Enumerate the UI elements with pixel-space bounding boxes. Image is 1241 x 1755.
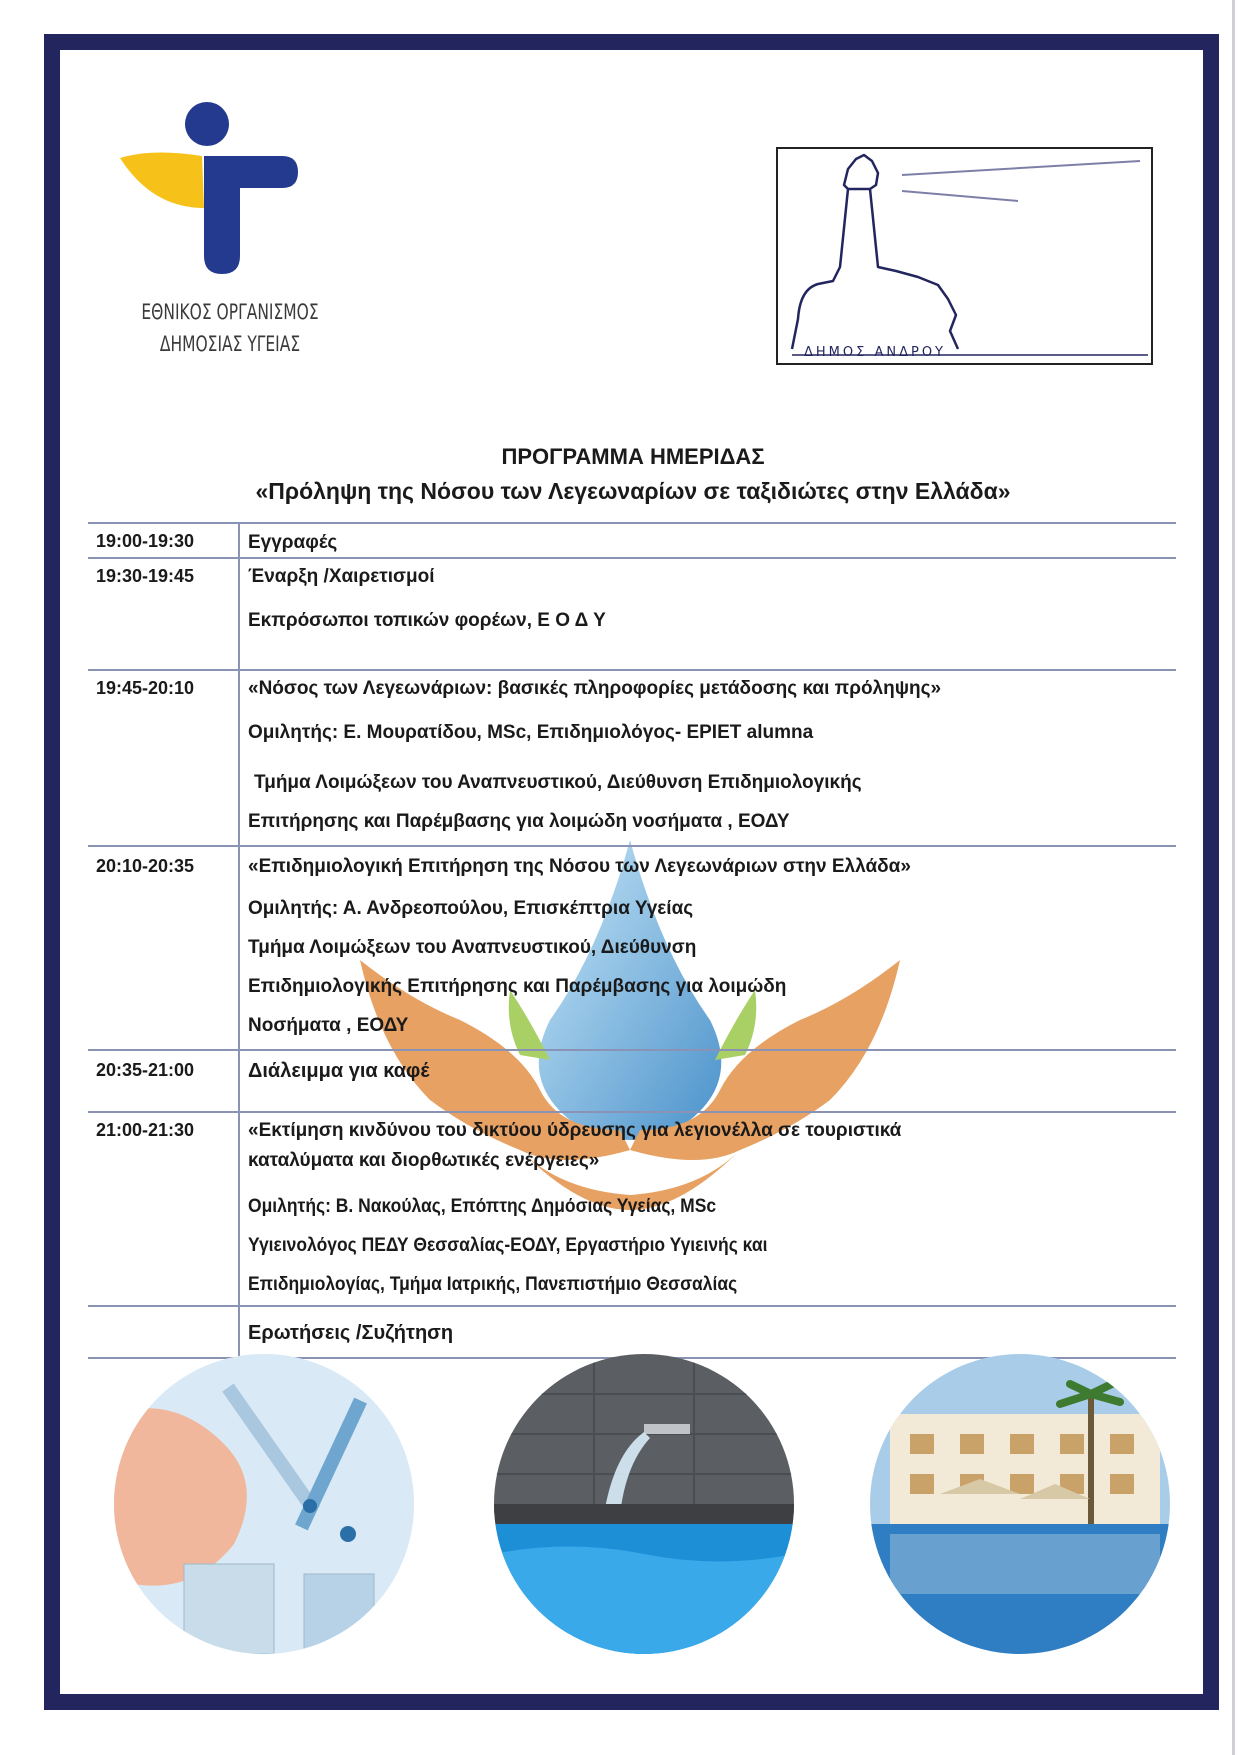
agenda-item: «Επιδημιολογική Επιτήρηση της Νόσου των Λεγεωνάριων στην Ελλάδα» [248,856,911,877]
table-rule [88,1111,1176,1113]
agenda-item: «Νόσος των Λεγεωνάριων: βασικές πληροφορίες μετάδοσης και πρόληψης» [248,678,942,699]
program-title: ΠΡΟΓΡΑΜΜΑ ΗΜΕΡΙΔΑΣ [501,444,765,469]
agenda-detail: Ομιλητής: Α. Ανδρεοπούλου, Επισκέπτρια Υγείας [248,898,694,919]
table-rule [88,669,1176,671]
andros-logo [776,147,1153,365]
agenda-item: «Εκτίμηση κινδύνου του δικτύου ύδρευσης για λεγιονέλλα σε τουριστικά [248,1120,902,1141]
time-slot: 21:00-21:30 [96,1120,195,1140]
table-rule [88,1049,1176,1051]
time-slot: 20:10-20:35 [96,856,195,876]
agenda-detail: Εκπρόσωποι τοπικών φορέων, Ε Ο Δ Υ [248,610,606,631]
agenda-detail: Επιδημιολογίας, Τμήμα Ιατρικής, Πανεπιστήμιο Θεσσαλίας [248,1274,738,1295]
agenda-item: καταλύματα και διορθωτικές ενέργειες» [248,1150,600,1171]
agenda-detail: Επιδημιολογικής Επιτήρησης και Παρέμβασης για λοιμώδη [248,976,787,997]
table-rule [88,1305,1176,1307]
agenda-detail: Ομιλητής: Β. Νακούλας, Επόπτης Δημόσιας Υγείας, MSc [248,1196,717,1217]
eody-line2: ΔΗΜΟΣΙΑΣ ΥΓΕΙΑΣ [159,332,301,356]
pool-fountain-photo [494,1354,794,1654]
hotel-icon [870,1354,1170,1654]
event-title: «Πρόληψη της Νόσου των Λεγεωναρίων σε ταξιδιώτες στην Ελλάδα» [255,478,1011,504]
agenda-detail: Υγιεινολόγος ΠΕΔΥ Θεσσαλίας-ΕΟΔΥ, Εργαστήριο Υγιεινής και [248,1235,768,1256]
table-rule [88,845,1176,847]
agenda-item: Έναρξη /Χαιρετισμοί [248,566,435,587]
agenda-detail: Τμήμα Λοιμώξεων του Αναπνευστικού, Διεύθυνση [248,937,697,958]
eody-line1: ΕΘΝΙΚΟΣ ΟΡΓΑΝΙΣΜΟΣ [141,300,319,324]
agenda-detail: Τμήμα Λοιμώξεων του Αναπνευστικού, Διεύθυνση Επιδημιολογικής [254,772,862,793]
agenda-detail: Νοσήματα , ΕΟΔΥ [248,1015,409,1036]
table-rule [88,522,1176,524]
agenda-item: Ερωτήσεις /Συζήτηση [248,1322,454,1344]
agenda-item: Εγγραφές [248,532,338,553]
agenda-detail: Ομιλητής: Ε. Μουρατίδου, MSc, Επιδημιολόγος- EPIET alumna [248,722,814,743]
hotel-pool-photo [870,1354,1170,1654]
time-slot: 19:30-19:45 [96,566,195,586]
pool-icon [494,1354,794,1654]
lighthouse-icon [778,149,1151,363]
agenda-detail: Επιτήρησης και Παρέμβασης για λοιμώδη νοσήματα , ΕΟΔΥ [248,811,790,832]
agenda-item: Διάλειμμα για καφέ [248,1060,430,1082]
page-edge [1232,0,1235,1755]
time-slot: 19:00-19:30 [96,531,195,551]
time-slot: 19:45-20:10 [96,678,195,698]
table-column-divider [238,522,240,1358]
laboratory-icon [114,1354,414,1654]
time-slot: 20:35-21:00 [96,1060,195,1080]
andros-label: ΔΗΜΟΣ ΑΝΔΡΟΥ [804,345,946,360]
eody-name [100,296,360,360]
water-drop-hands-icon [320,830,940,1250]
table-rule [88,557,1176,559]
lab-photo [114,1354,414,1654]
